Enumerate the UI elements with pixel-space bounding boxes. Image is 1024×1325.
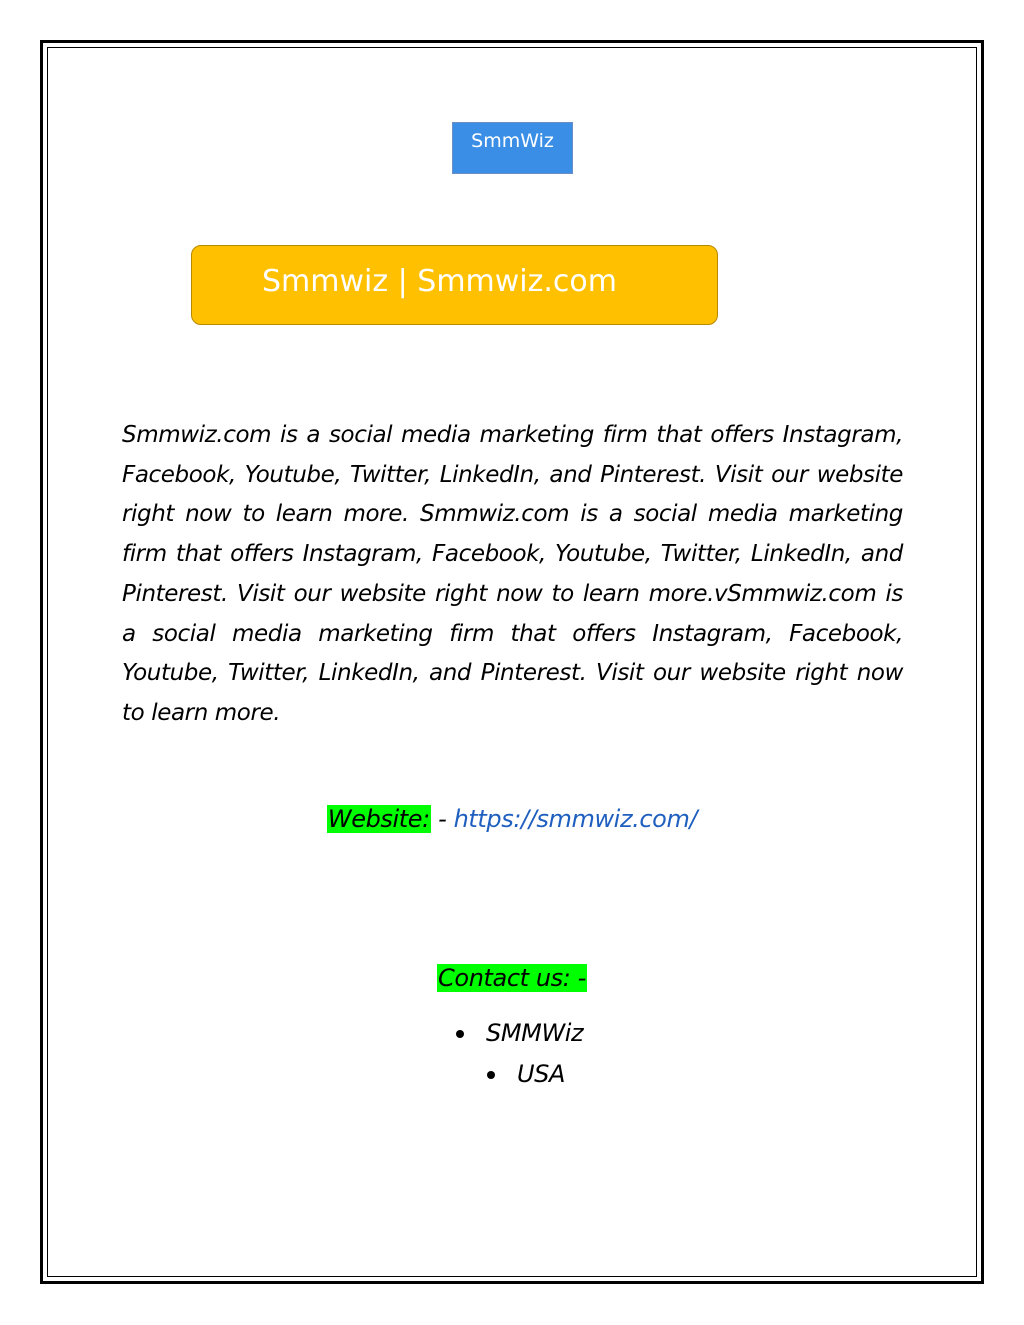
website-link[interactable]: https://smmwiz.com/ — [453, 805, 698, 833]
website-label: Website: — [327, 805, 430, 833]
website-separator: - — [430, 805, 454, 833]
smmwiz-logo — [452, 122, 573, 174]
website-line — [0, 800, 1024, 838]
bullet-icon — [487, 1071, 495, 1079]
contact-line — [0, 959, 1024, 997]
bullet-icon — [456, 1030, 464, 1038]
contact-item-company: SMMWiz — [486, 1019, 584, 1047]
title-text: Smmwiz | Smmwiz.com — [261, 264, 617, 299]
title-banner — [191, 245, 718, 325]
description-paragraph: Smmwiz.com is a social media marketing firm that offers Instagram, Facebook, Youtube, Twitter, LinkedIn, and Pinterest. Visit our website right now to learn more. Smmwiz.com is a social media marketing firm that offers Instagram, Facebook, Youtube, Twitter, LinkedIn, and Pinterest. Visit our website right now to learn more.vSmmwiz.com is a social media marketing firm that offers Instagram, Facebook, Youtube, Twitter, LinkedIn, and Pinterest. Visit our website right now to learn more. — [122, 422, 903, 726]
contact-label: Contact us: - — [438, 964, 586, 992]
logo-text: SmmWiz — [471, 130, 554, 152]
contact-item-country: USA — [517, 1060, 566, 1088]
